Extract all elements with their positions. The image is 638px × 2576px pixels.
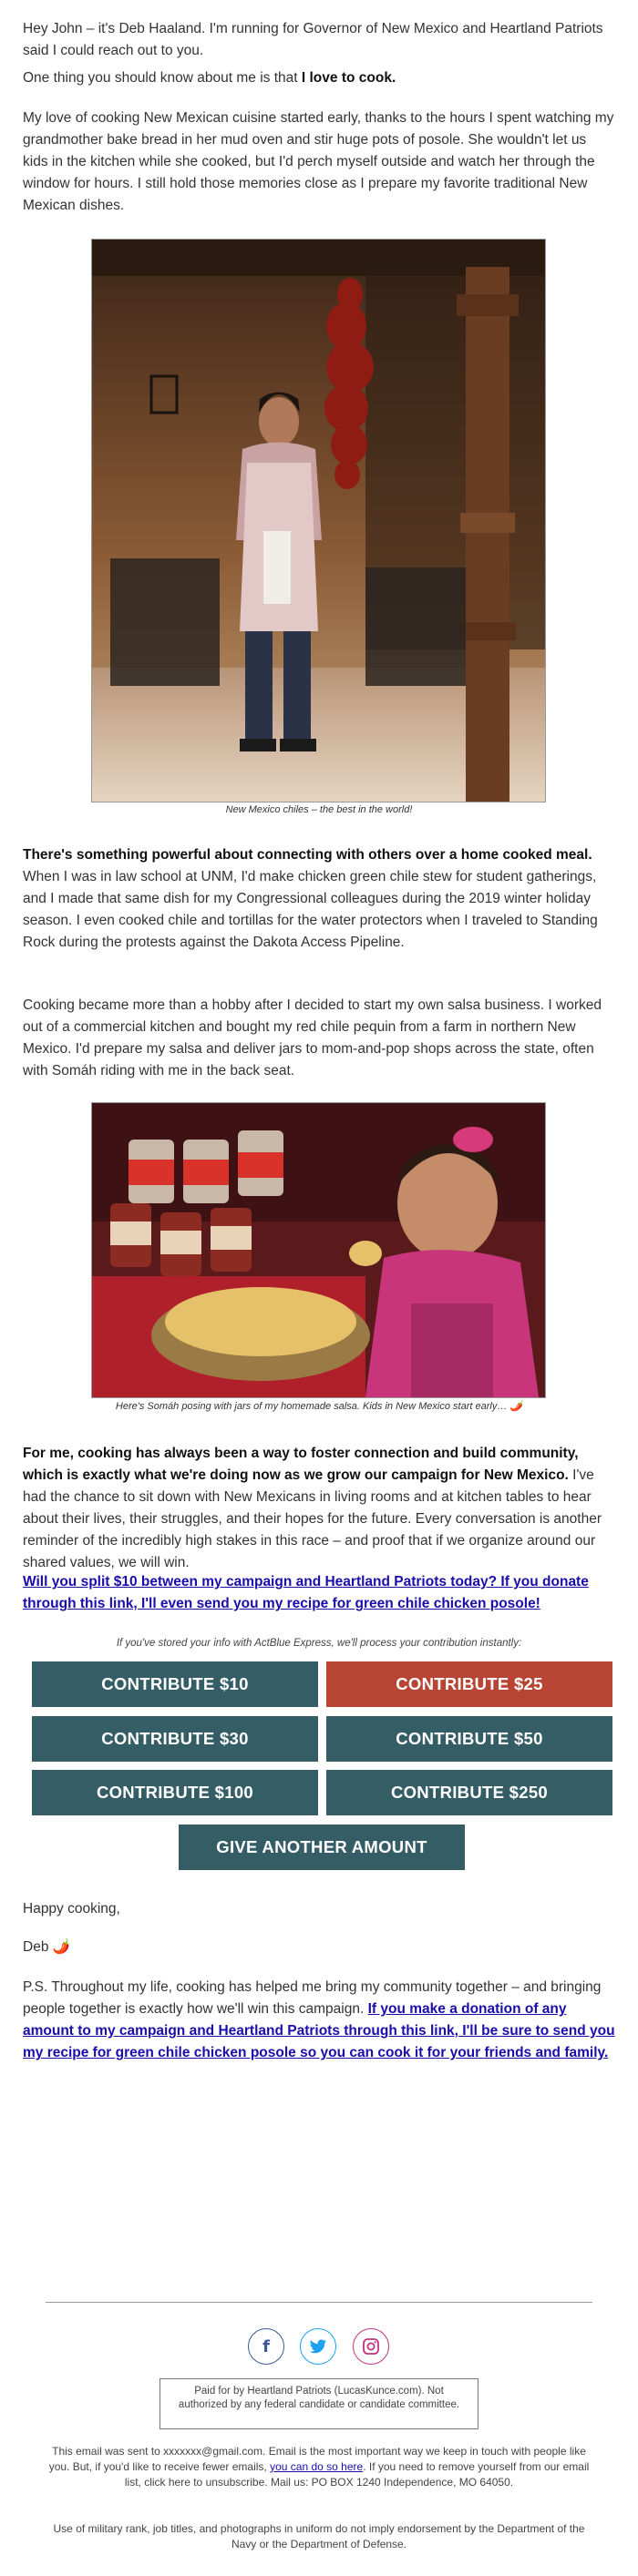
ps-paragraph [23,1977,615,2064]
contribute-100-button[interactable]: CONTRIBUTE $100 [32,1770,318,1815]
actblue-note: If you've stored your info with ActBlue Express, we'll process your contribution instantly: [116,1638,522,1649]
salsa-jars-illustration [92,1103,545,1397]
section2-paragraph-1 [23,844,615,954]
photo2-caption: Here's Somáh posing with jars of my homemade salsa. Kids in New Mexico start early… 🌶️ [115,1401,523,1412]
contribute-50-button[interactable]: CONTRIBUTE $50 [326,1716,612,1762]
section3-text: I've had the chance to sit down with New Mexicans in living rooms and at kitchen tables to hear about their lives, their struggles, and their hopes for the future. Every conversation is another reminder of the incredibly high stakes in this race – and proof that if we organize around our shared values, we will win. [23,1467,602,1571]
intro-p2-text: One thing you should know about me is that [23,70,302,86]
facebook-icon[interactable]: f [248,2328,284,2365]
chile-ristra-illustration [92,240,545,802]
ps-recipe-link[interactable]: If you make a donation of any amount to my campaign and Heartland Patriots through this link, I'll be sure to send you my recipe for green chile chicken posole so you can cook it for your friends and family. [23,2001,615,2061]
donate-ask-link[interactable]: Will you split $10 between my campaign and Heartland Patriots today? If you donate through this link, I'll even send you my recipe for green chile chicken posole! [23,1574,589,1612]
section2-bold: There's something powerful about connecting with others over a home cooked meal. [23,847,592,863]
email-footer-text [46,2444,592,2489]
military-disclaimer: Use of military rank, job titles, and photographs in uniform do not imply endorsement by the Department of the Navy or the Department of Defense. [53,2522,585,2550]
contribute-250-button[interactable]: CONTRIBUTE $250 [326,1770,612,1815]
signoff-happy: Happy cooking, [23,1901,120,1917]
twitter-bird-glyph [309,2339,327,2355]
salsa-jars-photo [91,1102,546,1398]
ps-text: P.S. Throughout my life, cooking has helped me bring my community together – and bringing people together is exactly how we'll win this campaign. [23,1979,602,2018]
photo1-caption: New Mexico chiles – the best in the world! [225,804,413,815]
contribute-30-button[interactable]: CONTRIBUTE $30 [32,1716,318,1762]
footer-email-address: xxxxxxx@gmail.com [163,2445,263,2458]
section3-paragraph [23,1443,615,1574]
section2-paragraph-2: Cooking became more than a hobby after I decided to start my own salsa business. I worked out of a commercial kitchen and bought my red chile pequin from a farm in northern New Mexico. I'd prepare my salsa and deliver jars to mom-and-pop shops across the state, often with Somáh riding with me in the back seat. [23,997,602,1079]
intro-paragraph-2 [23,67,615,89]
instagram-camera-glyph [362,2337,380,2356]
intro-paragraph-1: Hey John – it's Deb Haaland. I'm running for Governor of New Mexico and Heartland Patriots said I could reach out to you. [23,21,603,59]
contribute-25-button[interactable]: CONTRIBUTE $25 [326,1661,612,1707]
intro-p2-bold: I love to cook. [301,70,396,86]
paid-for-disclaimer: Paid for by Heartland Patriots (LucasKunce.com). Not authorized by any federal candidate or candidate committee. [160,2378,478,2429]
fewer-emails-link[interactable]: you can do so here [270,2459,364,2473]
give-another-amount-button[interactable]: GIVE ANOTHER AMOUNT [179,1825,465,1870]
section3-bold: For me, cooking has always been a way to foster connection and build community, which is exactly what we're doing now as we grow our campaign for New Mexico. [23,1446,579,1484]
section2-text: When I was in law school at UNM, I'd make chicken green chile stew for student gatherings, and I made that same dish for my Congressional colleagues during the 2019 winter holiday season. I even cooked chile and tortillas for the water protectors when I traveled to Standing Rock during the protests against the Dakota Access Pipeline. [23,869,598,951]
chile-ristra-photo [91,239,546,802]
signoff-name: Deb 🌶️ [23,1939,71,1955]
footer-sent-to: This email was sent to [52,2445,164,2458]
contribute-10-button[interactable]: CONTRIBUTE $10 [32,1661,318,1707]
footer-divider [46,2302,592,2303]
twitter-icon[interactable] [300,2328,336,2365]
footer-email-mid: . Email is the most important way we keep in touch with people like you. But, if you'd like to receive fewer emails, [48,2445,586,2473]
intro-paragraph-3: My love of cooking New Mexican cuisine started early, thanks to the hours I spent watching my grandmother bake bread in her mud oven and stir huge pots of posole. She wouldn't let us kids in the kitchen while she cooked, but I'd perch myself outside and watch her through the window for hours. I still hold those memories close as I prepare my favorite traditional New Mexican dishes. [23,110,614,214]
instagram-icon[interactable] [353,2328,389,2365]
footer-email-post: . If you need to remove yourself from our email list, click here to unsubscribe. Mail us: PO BOX 1240 Independence, MO 64050. [124,2459,590,2489]
